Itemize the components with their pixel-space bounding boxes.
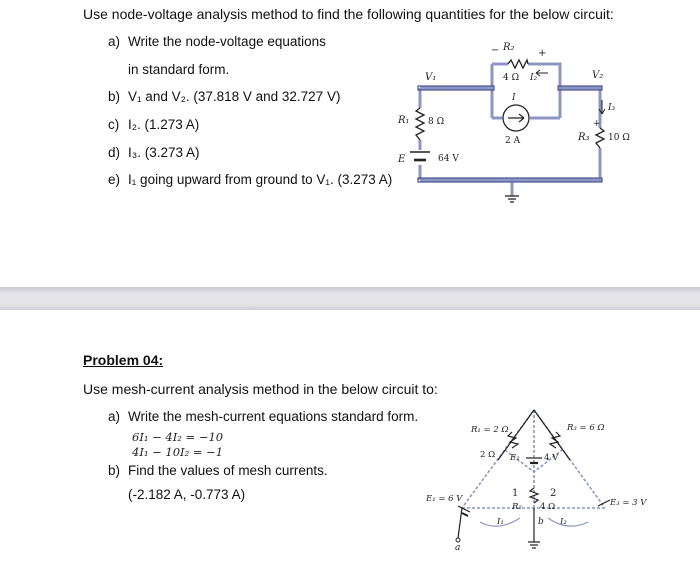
r1-name: R₁: [398, 115, 410, 126]
mesh-i1-label: I₁: [497, 517, 504, 527]
equation-1: 6I₁ − 4I₂ = −10: [132, 430, 224, 444]
mesh-circuit: [0, 310, 700, 563]
r1-resistor: [416, 108, 424, 140]
r2-plus: +: [538, 48, 547, 59]
mesh-ground-icon: [528, 542, 540, 548]
mesh-node-1: 1: [512, 488, 519, 499]
e1-battery-short: [462, 513, 468, 516]
item-a-text-cont: in standard form.: [128, 62, 230, 77]
v2-label: V₂: [592, 70, 604, 81]
item-d-text: I₃. (3.273 A): [128, 145, 200, 160]
mesh-node-2: 2: [550, 488, 557, 499]
r2-name: R₂: [503, 42, 515, 53]
p4-item-b-answer: (-2.182 A, -0.773 A): [128, 487, 246, 502]
i3-label: I₃: [608, 103, 616, 113]
e1-label: E₁ = 6 V: [426, 494, 463, 504]
item-d-label: d): [108, 145, 121, 160]
problem-4-title: Problem 04:: [83, 352, 164, 368]
p4-item-b-text: Find the values of mesh currents.: [128, 463, 328, 478]
e-name: E: [398, 154, 406, 165]
item-a-text: Write the node-voltage equations: [128, 34, 326, 49]
p4-item-a-label: a): [108, 409, 121, 424]
mesh-r2-value: 4 Ω: [540, 502, 556, 512]
problem-4-intro: Use mesh-current analysis method in the below circuit to:: [83, 381, 438, 397]
i2-arrow: [536, 70, 548, 76]
item-c-label: c): [108, 117, 120, 132]
node-a-terminal: [456, 538, 460, 542]
e3-label: E₃ = 3 V: [610, 498, 647, 508]
mesh-r-left-label: 2 Ω: [480, 450, 496, 460]
mesh-r1-label: R₁ = 2 Ω: [471, 425, 509, 435]
r2-minus: −: [491, 45, 500, 56]
item-e-label: e): [108, 172, 121, 187]
node-bars: [418, 86, 602, 182]
section-divider: [0, 287, 700, 310]
node-b-label: b: [538, 517, 544, 527]
e2-value: 4 V: [544, 453, 559, 463]
r2-value: 4 Ω: [503, 73, 520, 83]
node-a-label: a: [455, 543, 461, 553]
e1-battery-long: [458, 506, 470, 512]
v1-label: V₁: [425, 72, 437, 83]
i2-label: I₂: [530, 73, 538, 83]
mesh-r2-label: R₂: [512, 502, 522, 512]
r1-value: 8 Ω: [428, 117, 445, 127]
item-b-text: V₁ and V₂. (37.818 V and 32.727 V): [128, 89, 341, 104]
r3-name: R₃: [578, 132, 590, 143]
item-a-label: a): [108, 34, 121, 49]
r3-resistor: [596, 128, 604, 148]
mesh-i2-arrow: [548, 518, 588, 526]
e-value: 64 V: [438, 154, 459, 164]
source-current-label: I: [512, 93, 516, 103]
r3-value: 10 Ω: [608, 133, 630, 143]
source-value-label: 2 A: [505, 136, 521, 146]
problem-4-panel: [0, 310, 700, 563]
ground-icon: [505, 196, 519, 202]
r2-resistor: [508, 60, 528, 68]
r3-plus: +: [593, 119, 601, 129]
p4-item-b-label: b): [108, 463, 121, 478]
mesh-r3-label: R₃ = 6 Ω: [567, 423, 605, 433]
problem-3-intro: Use node-voltage analysis method to find the following quantities for the below circuit:: [83, 6, 614, 22]
item-e-text: I₁ going upward from ground to V₁. (3.273 A): [128, 172, 393, 187]
item-b-label: b): [108, 89, 121, 104]
item-c-text: I₂. (1.273 A): [128, 117, 200, 132]
e2-label: E₂: [510, 453, 520, 463]
equation-2: 4I₁ − 10I₂ = −1: [132, 445, 224, 459]
mesh-i2-label: I₂: [560, 517, 567, 527]
p4-item-a-text: Write the mesh-current equations standard form.: [128, 409, 419, 424]
